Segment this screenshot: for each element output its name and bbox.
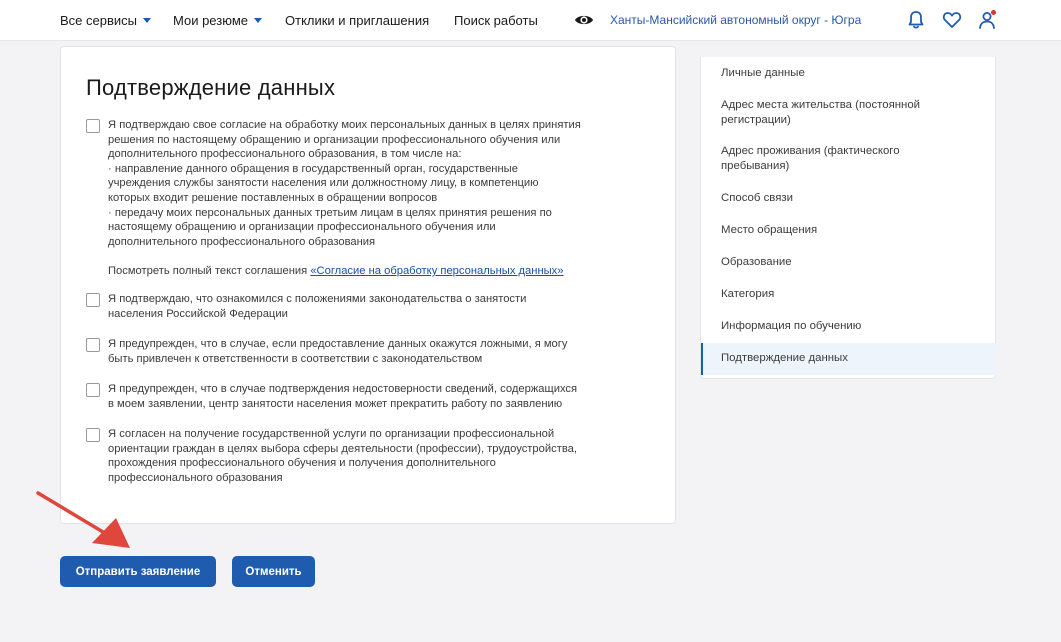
- page-title: Подтверждение данных: [86, 75, 336, 100]
- law-text: [108, 292, 654, 321]
- service-text: [108, 427, 654, 485]
- section-nav-item[interactable]: [721, 319, 981, 334]
- section-nav-line: регистрации): [721, 113, 791, 126]
- nav-my-resumes[interactable]: [173, 13, 262, 28]
- spacer: [108, 249, 654, 264]
- section-nav-line: Адрес проживания (фактического: [721, 145, 900, 157]
- pointer-arrow-icon: [30, 485, 140, 555]
- section-nav-item[interactable]: [721, 144, 981, 173]
- nav-responses[interactable]: [285, 13, 429, 28]
- confirmation-card: [60, 46, 676, 524]
- agreement-link-line: [108, 264, 654, 279]
- top-header: [0, 0, 1061, 41]
- consent-line: · направление данного обращения в государственный орган, государственные: [108, 162, 518, 175]
- section-nav-item[interactable]: [721, 191, 981, 206]
- false-data-checkbox[interactable]: [86, 338, 100, 352]
- unreliable-checkbox[interactable]: [86, 383, 100, 397]
- section-nav-line: Образование: [721, 256, 792, 268]
- nav-responses-label: Отклики и приглашения: [285, 13, 430, 28]
- check-line: в моем заявлении, центр занятости населения может прекратить работу по заявлению: [108, 397, 563, 410]
- chevron-down-icon: [254, 18, 262, 23]
- heart-icon[interactable]: [941, 9, 963, 31]
- submit-application-button[interactable]: Отправить заявление: [60, 556, 216, 587]
- nav-job-search-label: Поиск работы: [454, 13, 538, 28]
- section-nav-line: Категория: [721, 288, 775, 300]
- nav-job-search[interactable]: [454, 13, 538, 28]
- section-nav-line: Адрес места жительства (постоянной: [721, 99, 921, 111]
- section-nav-item[interactable]: [721, 223, 981, 238]
- nav-all-services[interactable]: [60, 13, 151, 28]
- section-nav-item[interactable]: [721, 98, 981, 127]
- consent-line: дополнительного профессионального образования: [108, 235, 376, 248]
- law-checkbox[interactable]: [86, 293, 100, 307]
- section-nav-item[interactable]: [721, 287, 981, 302]
- agreement-link-prefix: Посмотреть полный текст соглашения: [108, 264, 311, 277]
- consent-line: дополнительного профессионального образования, в том числе на:: [108, 148, 462, 161]
- consent-checkbox[interactable]: [86, 119, 100, 133]
- section-nav-item[interactable]: [721, 66, 981, 81]
- region-selector[interactable]: Ханты-Мансийский автономный округ - Югра: [610, 13, 862, 27]
- cancel-button[interactable]: Отменить: [232, 556, 315, 587]
- check-line: населения Российской Федерации: [108, 307, 288, 320]
- check-line: Я подтверждаю, что ознакомился с положениями законодательства о занятости: [108, 293, 527, 305]
- consent-line: которых входит решение поставленных в обращении вопросов: [108, 191, 438, 204]
- consent-line: · передачу моих персональных данных третьим лицам в целях принятия решения по: [108, 206, 552, 219]
- nav-all-services-label: Все сервисы: [60, 13, 137, 28]
- eye-icon[interactable]: [574, 11, 594, 29]
- check-line: прохождения профессионального обучения и получения дополнительного: [108, 457, 496, 470]
- check-line: профессионального образования: [108, 471, 283, 484]
- check-line: Я предупрежден, что в случае подтверждения недостоверности сведений, содержащихся: [108, 383, 578, 395]
- check-line: Я согласен на получение государственной услуги по организации профессиональной: [108, 428, 555, 440]
- section-nav-line: Информация по обучению: [721, 320, 862, 332]
- section-nav-line: Место обращения: [721, 224, 818, 236]
- check-line: ориентации граждан в целях выбора сферы деятельности (профессии), трудоустройства,: [108, 442, 577, 455]
- notification-dot: [991, 10, 996, 15]
- agreement-link[interactable]: «Согласие на обработку персональных данных»: [310, 264, 564, 277]
- consent-line: настоящему обращению и организации профессионального обучения или: [108, 221, 496, 234]
- bell-icon[interactable]: [905, 9, 927, 31]
- consent-line: учреждения службы занятости населения или должностному лицу, в компетенцию: [108, 177, 539, 190]
- unreliable-text: [108, 382, 654, 411]
- check-line: Я предупрежден, что в случае, если предоставление данных окажутся ложными, я могу: [108, 338, 568, 350]
- consent-text: [108, 118, 654, 279]
- section-nav-item[interactable]: [721, 255, 981, 270]
- consent-line: решения по настоящему обращению и организации профессионального обучения или: [108, 133, 561, 146]
- section-nav: [700, 57, 996, 379]
- false-data-text: [108, 337, 654, 366]
- section-nav-line: Подтверждение данных: [721, 352, 848, 364]
- check-line: быть привлечен к ответственности в соответствии с законодательством: [108, 352, 483, 365]
- section-nav-item-active[interactable]: [721, 351, 981, 366]
- service-checkbox[interactable]: [86, 428, 100, 442]
- chevron-down-icon: [143, 18, 151, 23]
- section-nav-line: Личные данные: [721, 67, 805, 79]
- section-nav-line: Способ связи: [721, 192, 793, 204]
- nav-my-resumes-label: Мои резюме: [173, 13, 248, 28]
- consent-line: Я подтверждаю свое согласие на обработку моих персональных данных в целях принятия: [108, 119, 581, 131]
- section-nav-line: пребывания): [721, 159, 790, 172]
